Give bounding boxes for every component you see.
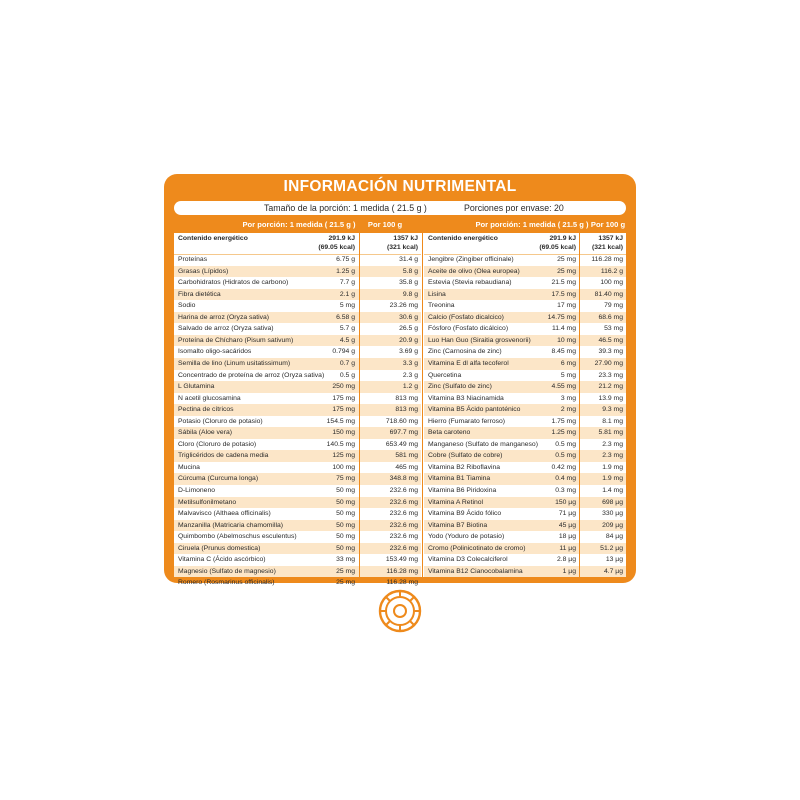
value-per-serving: 33 mg — [336, 556, 355, 564]
value-per-serving: 1.25 g — [336, 267, 355, 275]
nutrition-panel — [164, 174, 636, 587]
table-row — [174, 566, 421, 578]
nutrient-name: Vitamina A Retinol — [428, 498, 484, 506]
nutrient-name: Manzanilla (Matricaria chamomilla) — [178, 521, 284, 529]
table-row — [424, 462, 626, 474]
nutrient-name: Potasio (Cloruro de potasio) — [178, 417, 263, 425]
energy-kcal-serving: (69.05 kcal) — [539, 243, 576, 251]
value-per-serving: 5.7 g — [339, 325, 355, 333]
value-per-100g: 813 mg — [395, 406, 418, 414]
value-per-serving: 2.8 µg — [556, 556, 576, 564]
table-row — [424, 358, 626, 370]
nutrient-name: Aceite de olivo (Olea europea) — [428, 267, 520, 275]
nutrient-name: Beta caroteno — [428, 429, 471, 437]
table-row — [174, 277, 421, 289]
value-per-serving: 25 mg — [557, 267, 576, 275]
value-per-serving: 0.5 mg — [555, 452, 576, 460]
table-row — [424, 473, 626, 485]
value-per-serving: 0.4 mg — [555, 475, 576, 483]
value-per-100g: 9.8 g — [402, 290, 418, 298]
energy-kcal-100g: (321 kcal) — [592, 243, 623, 251]
table-row — [174, 427, 421, 439]
nutrient-name: Grasas (Lípidos) — [178, 267, 229, 275]
value-per-100g: 53 mg — [604, 325, 623, 333]
nutrient-name: Metilsulfonilmetano — [178, 498, 237, 506]
value-per-serving: 17 mg — [557, 302, 576, 310]
value-per-100g: 5.81 mg — [598, 429, 623, 437]
value-per-serving: 50 mg — [336, 510, 355, 518]
nutrient-name: Semilla de lino (Linum usitatissimum) — [178, 359, 291, 367]
value-per-serving: 11.4 mg — [551, 325, 576, 333]
value-per-serving: 71 µg — [558, 510, 576, 518]
value-per-100g: 232.6 mg — [389, 487, 418, 494]
table-row — [424, 508, 626, 520]
value-per-100g: 68.6 mg — [598, 313, 623, 321]
value-per-100g: 84 µg — [605, 533, 623, 541]
table-row — [174, 266, 421, 278]
value-per-serving: 7.7 g — [339, 279, 355, 287]
value-per-serving: 50 mg — [336, 498, 355, 506]
nutrient-name: Cloro (Cloruro de potasio) — [178, 440, 257, 448]
value-per-100g: 116.2 g — [600, 267, 623, 275]
header-per-100g-left: Por 100 g — [367, 220, 403, 229]
nutrient-name: Zinc (Sulfato de zinc) — [428, 383, 492, 391]
value-per-100g: 232.6 mg — [389, 533, 418, 541]
table-row — [174, 254, 421, 266]
table-row — [424, 485, 626, 497]
nutrient-name: L Glutamina — [178, 383, 215, 391]
nutrient-name: Cobre (Sulfato de cobre) — [428, 452, 503, 460]
nutrient-name: Vitamina C (Ácido ascórbico) — [178, 556, 266, 564]
header-per-serving-right: Por porción: 1 medida ( 21.5 g ) — [475, 220, 589, 229]
value-per-serving: 0.42 mg — [551, 463, 576, 471]
table-row — [174, 393, 421, 405]
table-row — [424, 554, 626, 566]
table-row — [174, 381, 421, 393]
table-row — [424, 266, 626, 278]
energy-kj-100g: 1357 kJ — [598, 235, 623, 242]
value-per-100g: 13.9 mg — [598, 394, 623, 402]
value-per-100g: 46.5 mg — [598, 336, 623, 344]
divider — [422, 233, 423, 577]
nutrient-name: Vitamina B2 Riboflavina — [428, 463, 501, 471]
value-per-serving: 6 mg — [560, 359, 576, 367]
value-per-serving: 1.75 mg — [551, 417, 576, 425]
table-row — [174, 346, 421, 358]
energy-kj-100g: 1357 kJ — [393, 235, 418, 242]
value-per-serving: 5 mg — [560, 371, 576, 379]
table-row — [174, 439, 421, 451]
nutrient-name: Concentrado de proteína de arroz (Oryza sativa) — [178, 371, 325, 379]
table-row — [174, 450, 421, 462]
energy-label: Contenido energético — [178, 235, 248, 242]
serving-info-bar — [174, 201, 626, 215]
value-per-100g: 21.2 mg — [598, 383, 623, 391]
nutrient-name: Quimbombo (Abelmoschus esculentus) — [178, 533, 297, 541]
nutrient-name: Mucina — [178, 463, 200, 471]
value-per-serving: 25 mg — [557, 256, 576, 263]
value-per-serving: 17.5 mg — [551, 290, 576, 298]
energy-row — [424, 235, 626, 255]
nutrient-name: Vitamina B6 Piridoxina — [428, 487, 497, 494]
value-per-serving: 175 mg — [332, 406, 355, 414]
table-row — [174, 323, 421, 335]
value-per-serving: 2 mg — [560, 406, 576, 414]
nutrient-name: Cúrcuma (Curcuma longa) — [178, 475, 259, 483]
nutrient-name: Isomalto oligo-sacáridos — [178, 348, 252, 356]
table-row — [174, 543, 421, 555]
value-per-100g: 232.6 mg — [389, 544, 418, 552]
value-per-serving: 2.1 g — [339, 290, 355, 298]
value-per-serving: 0.3 mg — [555, 487, 576, 494]
value-per-100g: 653.49 mg — [385, 440, 418, 448]
value-per-serving: 4.5 g — [339, 336, 355, 344]
table-row — [174, 370, 421, 382]
value-per-100g: 39.3 mg — [598, 348, 623, 356]
value-per-serving: 150 mg — [332, 429, 355, 437]
value-per-100g: 27.90 mg — [594, 359, 623, 367]
value-per-serving: 50 mg — [336, 521, 355, 529]
nutrient-name: Triglicéridos de cadena media — [178, 452, 269, 460]
nutrient-name: Sodio — [178, 302, 196, 310]
table-row — [424, 393, 626, 405]
nutrient-name: Carbohidratos (Hidratos de carbono) — [178, 279, 289, 287]
value-per-serving: 3 mg — [560, 394, 576, 402]
value-per-serving: 18 µg — [558, 533, 576, 541]
nutrient-name: Vitamina B3 Niacinamida — [428, 394, 504, 402]
table-row — [424, 370, 626, 382]
value-per-100g: 30.6 g — [399, 313, 418, 321]
value-per-100g: 2.3 mg — [602, 452, 623, 460]
energy-kcal-100g: (321 kcal) — [387, 243, 418, 251]
table-row — [174, 404, 421, 416]
value-per-100g: 51.2 µg — [600, 544, 623, 552]
nutrient-name: Magnesio (Sulfato de magnesio) — [178, 567, 276, 575]
value-per-100g: 1.2 g — [402, 383, 418, 391]
value-per-serving: 8.45 mg — [551, 348, 576, 356]
table-row — [424, 543, 626, 555]
value-per-serving: 14.75 mg — [547, 313, 576, 321]
value-per-100g: 8.1 mg — [602, 417, 623, 425]
nutrient-name: Cromo (Polinicotinato de cromo) — [428, 544, 526, 552]
value-per-serving: 100 mg — [332, 463, 355, 471]
energy-kj-serving: 291.9 kJ — [549, 235, 576, 242]
value-per-100g: 5.8 g — [402, 267, 418, 275]
nutrient-name: Luo Han Guo (Siraitia grosvenorii) — [428, 336, 531, 344]
table-row — [424, 289, 626, 301]
value-per-100g: 348.8 mg — [389, 475, 418, 483]
value-per-100g: 813 mg — [395, 394, 418, 402]
serving-size: Tamaño de la porción: 1 medida ( 21.5 g ) — [264, 203, 427, 213]
value-per-100g: 31.4 g — [399, 256, 418, 263]
table-row — [424, 254, 626, 266]
value-per-100g: 79 mg — [604, 302, 623, 310]
value-per-serving: 21.5 mg — [551, 279, 576, 287]
value-per-100g: 1.4 mg — [602, 487, 623, 494]
value-per-100g: 116.28 mg — [386, 579, 418, 587]
value-per-100g: 2.3 g — [402, 371, 418, 379]
value-per-serving: 50 mg — [336, 487, 355, 494]
nutrient-name: Treonina — [428, 302, 455, 310]
value-per-100g: 232.6 mg — [389, 521, 418, 529]
value-per-serving: 140.5 mg — [326, 440, 355, 448]
value-per-100g: 81.40 mg — [594, 290, 623, 298]
value-per-100g: 209 µg — [602, 521, 623, 529]
nutrient-name: Malvavisco (Althaea officinalis) — [178, 510, 271, 518]
circular-seal-icon — [378, 589, 422, 633]
value-per-100g: 116.28 mg — [386, 567, 418, 575]
value-per-serving: 150 µg — [555, 498, 576, 506]
table-row — [174, 312, 421, 324]
value-per-serving: 50 mg — [336, 533, 355, 541]
nutrient-name: D-Limoneno — [178, 487, 216, 494]
table-row — [174, 300, 421, 312]
nutrient-name: Vitamina D3 Colecalciferol — [428, 556, 508, 564]
value-per-serving: 125 mg — [332, 452, 355, 460]
table-row — [424, 346, 626, 358]
table-row — [174, 473, 421, 485]
table-row — [174, 531, 421, 543]
value-per-100g: 2.3 mg — [602, 440, 623, 448]
table-row — [174, 358, 421, 370]
value-per-serving: 0.5 mg — [555, 440, 576, 448]
table-row — [424, 497, 626, 509]
value-per-serving: 4.55 mg — [551, 383, 576, 391]
table-row — [174, 335, 421, 347]
nutrient-name: Sábila (Aloe vera) — [178, 429, 233, 437]
value-per-serving: 0.7 g — [339, 359, 355, 367]
nutrient-name: Hierro (Fumarato ferroso) — [428, 417, 506, 425]
value-per-100g: 20.9 g — [399, 336, 418, 344]
nutrient-name: Jengibre (Zingiber officinale) — [428, 256, 514, 263]
divider — [359, 233, 360, 577]
table-row — [424, 404, 626, 416]
value-per-100g: 100 mg — [600, 279, 623, 287]
nutrient-name: Vitamina E dl alfa tecoferol — [428, 359, 509, 367]
value-per-100g: 697.7 mg — [389, 429, 418, 437]
table-row — [424, 277, 626, 289]
value-per-100g: 330 µg — [602, 510, 623, 518]
table-row — [424, 381, 626, 393]
energy-kj-serving: 291.9 kJ — [328, 235, 355, 242]
nutrient-name: Proteína de Chícharo (Pisum sativum) — [178, 336, 294, 344]
energy-label: Contenido energético — [428, 235, 498, 242]
nutrient-name: Salvado de arroz (Oryza sativa) — [178, 325, 274, 333]
table-row — [424, 520, 626, 532]
value-per-100g: 26.5 g — [399, 325, 418, 333]
servings-per-container: Porciones por envase: 20 — [464, 203, 564, 213]
value-per-100g: 35.8 g — [399, 279, 418, 287]
table-row — [174, 485, 421, 497]
table-row — [424, 566, 626, 578]
nutrient-name: Ciruela (Prunus domestica) — [178, 544, 261, 552]
header-per-serving-left: Por porción: 1 medida ( 21.5 g ) — [242, 220, 356, 229]
value-per-100g: 23.3 mg — [598, 371, 623, 379]
table-row — [424, 312, 626, 324]
table-row — [424, 416, 626, 428]
value-per-100g: 1.9 mg — [602, 463, 623, 471]
table-row — [174, 462, 421, 474]
table-row — [174, 508, 421, 520]
table-row — [174, 497, 421, 509]
value-per-serving: 6.75 g — [336, 256, 355, 263]
nutrient-name: Lisina — [428, 290, 446, 298]
nutrient-name: Vitamina B5 Ácido pantoténico — [428, 406, 521, 414]
value-per-100g: 232.6 mg — [389, 510, 418, 518]
value-per-100g: 3.69 g — [399, 348, 418, 356]
value-per-100g: 3.3 g — [402, 359, 418, 367]
value-per-serving: 5 mg — [339, 302, 355, 310]
value-per-serving: 25 mg — [336, 567, 355, 575]
table-row — [424, 300, 626, 312]
table-row — [424, 450, 626, 462]
header-per-100g-right: Por 100 g — [590, 220, 626, 229]
value-per-serving: 250 mg — [332, 383, 355, 391]
value-per-100g: 116.28 mg — [591, 256, 623, 263]
value-per-100g: 232.6 mg — [389, 498, 418, 506]
value-per-serving: 75 mg — [336, 475, 355, 483]
nutrient-name: Quercetina — [428, 371, 462, 379]
value-per-100g: 4.7 µg — [603, 567, 623, 575]
value-per-100g: 718.60 mg — [385, 417, 418, 425]
nutrient-name: Fibra dietética — [178, 290, 221, 298]
nutrient-name: Manganeso (Sulfato de manganeso) — [428, 440, 538, 448]
value-per-100g: 698 µg — [602, 498, 623, 506]
table-row — [174, 520, 421, 532]
table-row — [174, 416, 421, 428]
table-row — [424, 531, 626, 543]
value-per-serving: 11 µg — [559, 544, 576, 552]
energy-row — [174, 235, 421, 255]
nutrient-name: Proteínas — [178, 256, 208, 263]
value-per-serving: 154.5 mg — [326, 417, 355, 425]
nutrient-name: Estevia (Stevia rebaudiana) — [428, 279, 512, 287]
value-per-100g: 153.49 mg — [385, 556, 418, 564]
energy-kcal-serving: (69.05 kcal) — [318, 243, 355, 251]
nutrient-name: Harina de arroz (Oryza sativa) — [178, 313, 270, 321]
nutrient-name: Pectina de cítricos — [178, 406, 234, 414]
value-per-100g: 23.26 mg — [389, 302, 418, 310]
value-per-serving: 1.25 mg — [551, 429, 576, 437]
value-per-100g: 13 µg — [605, 556, 623, 564]
value-per-serving: 25 mg — [336, 579, 355, 587]
value-per-serving: 0.5 g — [339, 371, 355, 379]
value-per-serving: 0.794 g — [332, 348, 355, 356]
nutrient-name: Vitamina B1 Tiamina — [428, 475, 491, 483]
table-row — [174, 577, 421, 589]
nutrient-name: Fósforo (Fosfato dicálcico) — [428, 325, 509, 333]
nutrient-name: Vitamina B9 Ácido fólico — [428, 510, 502, 518]
nutrient-name: Vitamina B7 Biotina — [428, 521, 488, 529]
value-per-100g: 581 mg — [395, 452, 418, 460]
value-per-serving: 1 µg — [562, 567, 576, 575]
value-per-serving: 6.58 g — [336, 313, 355, 321]
value-per-100g: 465 mg — [395, 463, 418, 471]
nutrient-name: Yodo (Yoduro de potasio) — [428, 533, 505, 541]
nutrient-name: Zinc (Carnosina de zinc) — [428, 348, 502, 356]
nutrient-name: Calcio (Fosfato dicalcico) — [428, 313, 504, 321]
table-row — [424, 323, 626, 335]
value-per-serving: 45 µg — [558, 521, 576, 529]
nutrient-name: Romero (Rosmarinus officinalis) — [178, 579, 275, 587]
table-row — [424, 335, 626, 347]
value-per-100g: 9.3 mg — [602, 406, 623, 414]
value-per-serving: 175 mg — [332, 394, 355, 402]
value-per-100g: 1.9 mg — [602, 475, 623, 483]
table-row — [174, 554, 421, 566]
value-per-serving: 10 mg — [557, 336, 576, 344]
nutrient-name: N acetil glucosamina — [178, 394, 241, 402]
value-per-serving: 50 mg — [336, 544, 355, 552]
table-row — [174, 289, 421, 301]
nutrient-name: Vitamina B12 Cianocobalamina — [428, 567, 523, 575]
divider — [579, 233, 580, 577]
nutrition-table — [174, 233, 626, 587]
table-row — [424, 427, 626, 439]
panel-title: INFORMACIÓN NUTRIMENTAL — [283, 178, 517, 195]
table-row — [424, 439, 626, 451]
